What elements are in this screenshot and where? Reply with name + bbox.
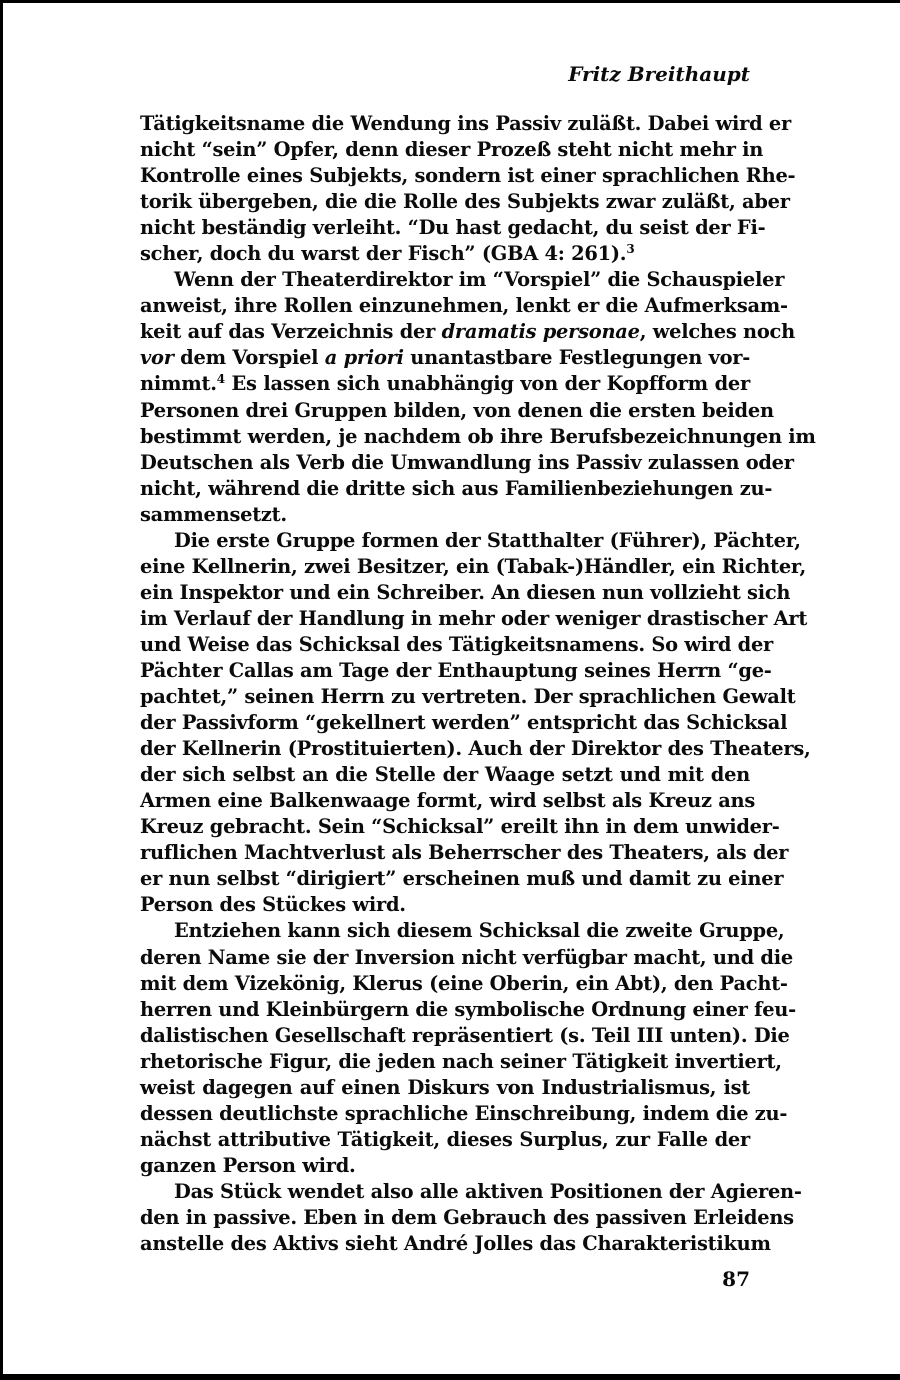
text-line: Kontrolle eines Subjekts, sondern ist einer sprachlichen Rhe- [140,164,796,188]
running-head: Fritz Breithaupt [568,62,750,86]
text-line: er nun selbst “dirigiert” erscheinen muß und damit zu einer [140,867,784,891]
text-line: pachtet,” seinen Herrn zu vertreten. Der sprachlichen Gewalt [140,685,796,709]
text-line: nimmt.$^4$ Es lassen sich unabhängig von der Kopfform der [140,372,750,396]
text-line: herren und Kleinbürgern die symbolische Ordnung einer feu- [140,997,796,1021]
text-line: Das Stück wendet also alle aktiven Positionen der Agieren- [174,1179,802,1203]
text-line: Die erste Gruppe formen der Statthalter (Führer), Pächter, [174,528,801,552]
text-line: im Verlauf der Handlung in mehr oder weniger drastischer Art [140,606,808,630]
text-line: nächst attributive Tätigkeit, dieses Surplus, zur Falle der [140,1127,750,1151]
text-line: deren Name sie der Inversion nicht verfügbar macht, und die [140,945,793,969]
text-line: bestimmt werden, je nachdem ob ihre Berufsbezeichnungen im [140,424,816,448]
text-line: vor dem Vorspiel a priori unantastbare Festlegungen vor- [140,346,751,370]
text-line: mit dem Vizekönig, Klerus (eine Oberin, ein Abt), den Pacht- [140,971,788,995]
text-line: dessen deutlichste sprachliche Einschreibung, indem die zu- [140,1101,788,1125]
text-line: Kreuz gebracht. Sein “Schicksal” ereilt ihn in dem unwider- [140,815,780,839]
text-line: und Weise das Schicksal des Tätigkeitsnamens. So wird der [140,632,774,656]
italic-word: vor [140,346,174,370]
page-number: 87 [722,1267,750,1291]
text-line: Deutschen als Verb die Umwandlung ins Passiv zulassen oder [140,450,794,474]
text-line: rhetorische Figur, die jeden nach seiner Tätigkeit invertiert, [140,1049,782,1073]
text-line: ganzen Person wird. [140,1153,356,1177]
text-line: nicht, während die dritte sich aus Familienbeziehungen zu- [140,476,773,500]
body-text [140,111,816,1257]
text-line: nicht beständig verleiht. “Du hast gedacht, du seist der Fi- [140,216,766,240]
text-line: den in passive. Eben in dem Gebrauch des passiven Erleidens [140,1205,794,1229]
text-line: der Kellnerin (Prostituierten). Auch der Direktor des Theaters, [140,737,811,761]
text-line: scher, doch du warst der Fisch” (GBA 4: 261).$^3$ [140,242,635,266]
text-line: weist dagegen auf einen Diskurs von Industrialismus, ist [140,1075,750,1099]
text-line: ein Inspektor und ein Schreiber. An diesen nun vollzieht sich [140,580,791,604]
text-line: torik übergeben, die die Rolle des Subjekts zwar zuläßt, aber [140,190,790,214]
text-line: Entziehen kann sich diesem Schicksal die zweite Gruppe, [174,919,785,943]
text-line: keit auf das Verzeichnis der dramatis personae, welches noch [140,320,795,344]
text-line: eine Kellnerin, zwei Besitzer, ein (Tabak-)Händler, ein Richter, [140,554,806,578]
text-line: ruflichen Machtverlust als Beherrscher des Theaters, als der [140,841,789,865]
text-line: der sich selbst an die Stelle der Waage setzt und mit den [140,763,750,787]
text-line: Wenn der Theaterdirektor im “Vorspiel” die Schauspieler [174,268,785,292]
text-line: Person des Stückes wird. [140,893,406,917]
text-line: anstelle des Aktivs sieht André Jolles das Charakteristikum [140,1232,771,1256]
footnote-ref: 4 [216,372,225,387]
italic-phrase: dramatis personae [441,320,640,344]
text-line: Personen drei Gruppen bilden, von denen die ersten beiden [140,398,774,422]
text-line: Tätigkeitsname die Wendung ins Passiv zuläßt. Dabei wird er [140,112,791,135]
text-line: Armen eine Balkenwaage formt, wird selbst als Kreuz ans [140,789,756,813]
text-line: dalistischen Gesellschaft repräsentiert (s. Teil III unten). Die [140,1023,790,1047]
text-line: der Passivform “gekellnert werden” entspricht das Schicksal [140,711,788,735]
footnote-ref: 3 [626,242,635,257]
text-line: sammensetzt. [140,502,287,526]
text-line: Pächter Callas am Tage der Enthauptung seines Herrn “ge- [140,658,772,682]
text-line: nicht “sein” Opfer, denn dieser Prozeß steht nicht mehr in [140,138,764,162]
italic-phrase: a priori [324,346,404,370]
text-line: anweist, ihre Rollen einzunehmen, lenkt er die Aufmerksam- [140,294,788,318]
